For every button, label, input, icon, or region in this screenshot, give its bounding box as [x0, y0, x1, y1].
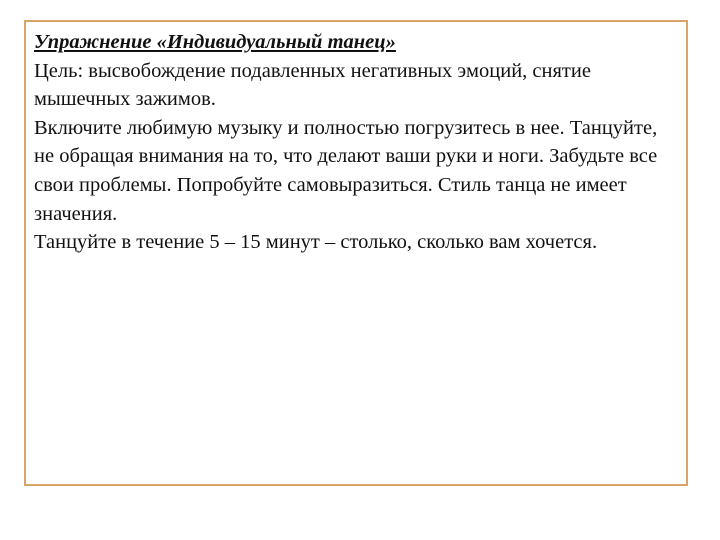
duration-paragraph: Танцуйте в течение 5 – 15 минут – столько, сколько вам хочется. — [34, 231, 598, 254]
exercise-content — [34, 28, 678, 257]
exercise-title: Упражнение «Индивидуальный танец» — [34, 31, 396, 53]
instructions-paragraph: Включите любимую музыку и полностью погрузитесь в нее. Танцуйте, не обращая внимания на то, что делают ваши руки и ноги. Забудьте все свои проблемы. Попробуйте самовыразиться. Стиль танца не имеет значения. — [34, 116, 658, 225]
goal-paragraph: Цель: высвобождение подавленных негативных эмоций, снятие мышечных зажимов. — [34, 59, 591, 111]
text-frame — [24, 20, 688, 486]
